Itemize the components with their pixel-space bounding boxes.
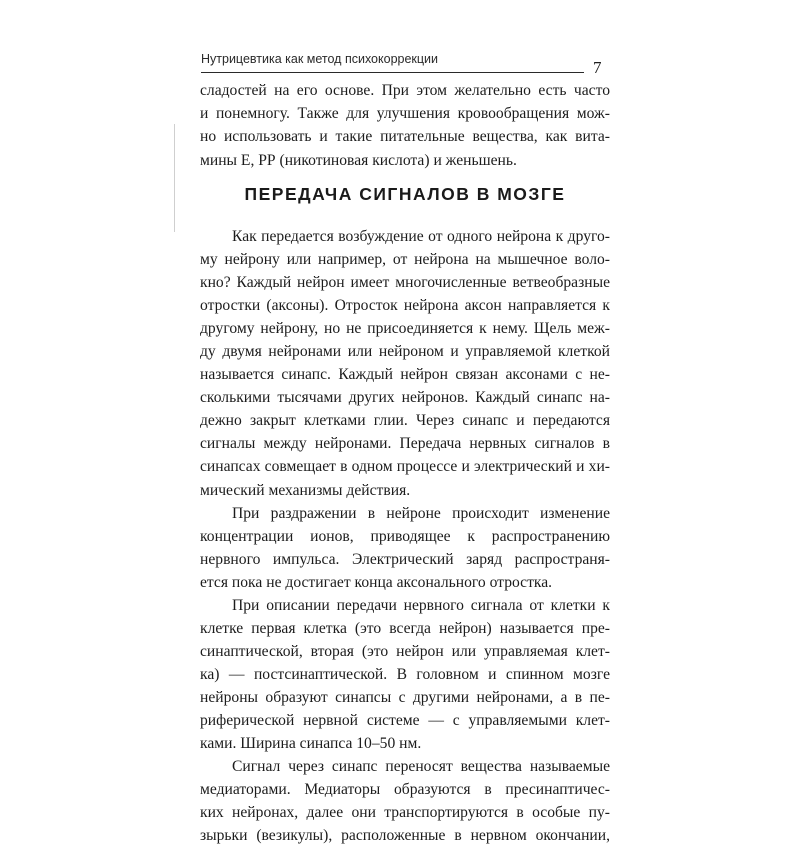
text-line: но использовать и такие питательные вещества, как вита- <box>200 128 610 146</box>
text-line: ется пока не достигает конца аксонального отростка. <box>200 573 553 591</box>
text-line: При описании передачи нервного сигнала от клетки к <box>232 596 610 614</box>
text-line: Как передается возбуждение от одного нейрона к друго- <box>232 228 610 245</box>
section-heading: ПЕРЕДАЧА СИГНАЛОВ В МОЗГЕ <box>244 184 566 204</box>
text-line: отростки (аксоны). Отросток нейрона аксон направляется к <box>200 297 610 315</box>
text-line: ких нейронах, далее они транспортируются в особые пу- <box>200 804 610 822</box>
text-line: синаптической, вторая (это нейрон или управляемая клет- <box>200 642 610 660</box>
text-line: другому нейрону, но не присоединяется к нему. Щель меж- <box>200 320 610 338</box>
continuation-paragraph <box>200 79 610 172</box>
text-line: синапсах совмещает в одном процессе и электрический и хи- <box>200 458 610 476</box>
text-line: мины Е, РР (никотиновая кислота) и женьшень. <box>200 151 517 169</box>
text-line: Сигнал через синапс переносят вещества называемые <box>232 758 610 776</box>
text-line: концентрации ионов, приводящее к распространению <box>200 527 610 545</box>
running-title: Нутрицевтика как метод психокоррекции <box>201 52 439 66</box>
text-line: риферической нервной системе — с управляемыми клет- <box>200 711 610 729</box>
text-line: нервного импульса. Электрический заряд распространя- <box>200 550 610 568</box>
text-line: клетке первая клетка (это всегда нейрон) называется пре- <box>200 619 610 637</box>
text-line: ка) — постсинаптической. В головном и спинном мозге <box>200 665 610 683</box>
text-line: и понемногу. Также для улучшения кровообращения мож- <box>200 105 610 123</box>
page-number: 7 <box>593 58 602 77</box>
text-line: называется синапс. Каждый нейрон связан аксонами с не- <box>200 366 610 384</box>
text-line: мический механизмы действия. <box>200 481 411 499</box>
text-line: кно? Каждый нейрон имеет многочисленные ветвеобразные <box>200 274 610 292</box>
section-body <box>200 225 610 847</box>
text-line: нейроны образуют синапсы с другими нейронами, а в пе- <box>200 688 610 706</box>
running-header <box>201 50 584 73</box>
text-line: дежно закрыт клетками глии. Через синапс и передаются <box>200 412 610 430</box>
text-line: ками. Ширина синапса 10–50 нм. <box>200 735 422 753</box>
text-line: При раздражении в нейроне происходит изменение <box>232 504 610 522</box>
text-line: му нейрону или например, от нейрона на мышечное воло- <box>200 251 610 269</box>
text-line: зырьки (везикулы), расположенные в нервном окончании, <box>200 827 610 845</box>
text-line: медиаторами. Медиаторы образуются в пресинаптичес- <box>200 781 610 799</box>
scan-edge-mark <box>174 124 175 232</box>
text-line: сколькими тысячами других нейронов. Каждый синапс на- <box>200 389 610 407</box>
text-line: ду двумя нейронами или нейроном и управляемой клеткой <box>200 343 610 361</box>
text-line: сигналы между нейронами. Передача нервных сигналов в <box>200 435 610 453</box>
text-line: сладостей на его основе. При этом желательно есть часто <box>200 82 610 99</box>
